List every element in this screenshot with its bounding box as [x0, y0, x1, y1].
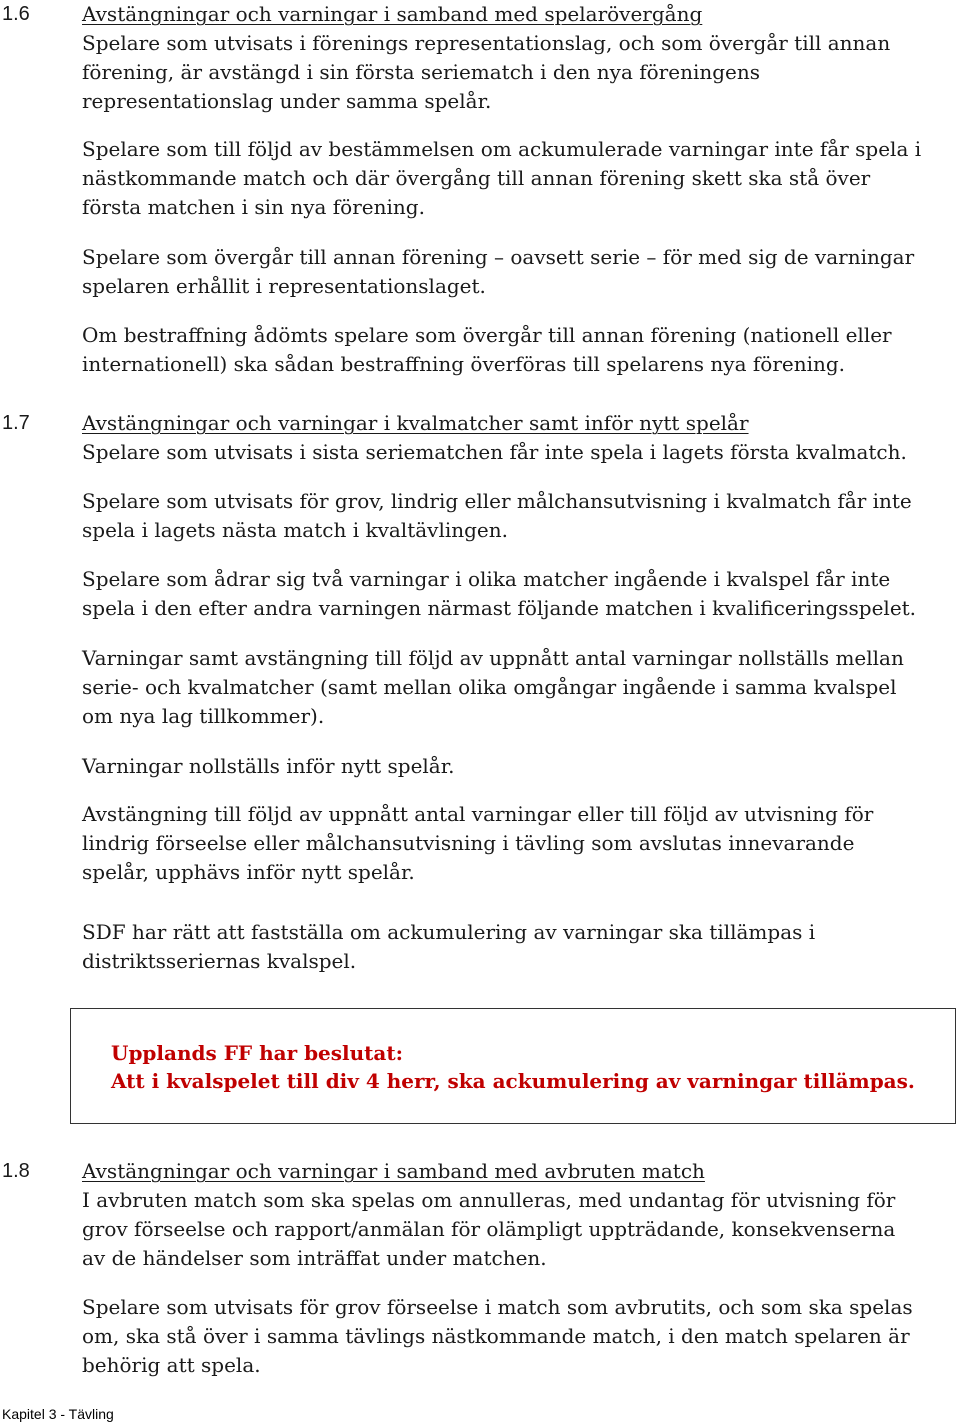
text-line: serie- och kvalmatcher (samt mellan olika omgångar ingående i samma kvalspel — [82, 675, 897, 700]
text-line: Spelare som övergår till annan förening – oavsett serie – för med sig de varningar — [82, 245, 915, 269]
text-line: spela i lagets nästa match i kvaltävlingen. — [82, 518, 509, 543]
text-line: lindrig förseelse eller målchansutvisning i tävling som avslutas innevarande — [82, 831, 855, 856]
text-line: Spelare som ådrar sig två varningar i olika matcher ingående i kvalspel får inte — [82, 567, 891, 591]
section-number: 1.6 — [2, 3, 30, 25]
text-line: spelaren erhållit i representationslaget. — [82, 274, 486, 299]
text-line: om nya lag tillkommer). — [82, 704, 325, 729]
text-line: internationell) ska sådan bestraffning överföras till spelarens nya förening. — [82, 352, 846, 377]
text-line: av de händelser som inträffat under matchen. — [82, 1246, 547, 1271]
paragraph — [82, 1293, 942, 1381]
text-line: Spelare som utvisats i förenings representationslag, och som övergår till annan — [82, 31, 891, 55]
text-line: Spelare som utvisats för grov, lindrig eller målchansutvisning i kvalmatch får inte — [82, 489, 912, 513]
text-line: Om bestraffning ådömts spelare som övergår till annan förening (nationell eller — [82, 323, 892, 347]
paragraph — [82, 135, 942, 223]
notice-box — [70, 1008, 956, 1124]
section-title: Avstängningar och varningar i kvalmatcher samt inför nytt spelår — [82, 411, 749, 435]
paragraph — [82, 438, 942, 467]
section-number: 1.8 — [2, 1160, 30, 1182]
text-line: spelår, upphävs inför nytt spelår. — [82, 860, 415, 885]
paragraph — [82, 29, 942, 117]
paragraph — [82, 918, 942, 976]
section-title: Avstängningar och varningar i samband med avbruten match — [82, 1159, 705, 1183]
text-line: behörig att spela. — [82, 1353, 261, 1378]
text-line: Varningar samt avstängning till följd av uppnått antal varningar nollställs mellan — [82, 646, 904, 670]
text-line: om, ska stå över i samma tävlings nästkommande match, i den match spelaren är — [82, 1324, 910, 1349]
paragraph — [82, 565, 942, 623]
paragraph — [82, 800, 942, 888]
paragraph — [82, 1186, 942, 1274]
section-title: Avstängningar och varningar i samband med spelarövergång — [82, 2, 703, 26]
text-line: representationslag under samma spelår. — [82, 89, 492, 114]
paragraph — [82, 487, 942, 545]
text-line: Spelare som utvisats i sista seriematchen får inte spela i lagets första kvalmatch. — [82, 440, 907, 464]
text-line: grov förseelse och rapport/anmälan för olämpligt uppträdande, konsekvenserna — [82, 1217, 896, 1242]
page-footer: Kapitel 3 - Tävling — [2, 1406, 114, 1422]
text-line: första matchen i sin nya förening. — [82, 195, 425, 220]
notice-text: Att i kvalspelet till div 4 herr, ska ackumulering av varningar tillämpas. — [111, 1069, 915, 1093]
text-line: SDF har rätt att fastställa om ackumulering av varningar ska tillämpas i — [82, 920, 816, 944]
text-line: distriktsseriernas kvalspel. — [82, 949, 357, 974]
paragraph — [82, 243, 942, 301]
text-line: Varningar nollställs inför nytt spelår. — [82, 754, 455, 778]
text-line: spela i den efter andra varningen närmast följande matchen i kvalificeringsspelet. — [82, 596, 917, 621]
paragraph — [82, 752, 942, 781]
paragraph — [82, 644, 942, 732]
text-line: Spelare som till följd av bestämmelsen om ackumulerade varningar inte får spela i — [82, 137, 922, 161]
text-line: I avbruten match som ska spelas om annulleras, med undantag för utvisning för — [82, 1188, 896, 1212]
section-number: 1.7 — [2, 412, 30, 434]
paragraph — [82, 321, 942, 379]
text-line: förening, är avstängd i sin första seriematch i den nya föreningens — [82, 60, 761, 85]
text-line: Avstängning till följd av uppnått antal varningar eller till följd av utvisning för — [82, 802, 874, 826]
notice-heading: Upplands FF har beslutat: — [111, 1041, 404, 1065]
text-line: Spelare som utvisats för grov förseelse i match som avbrutits, och som ska spelas — [82, 1295, 913, 1319]
text-line: nästkommande match och där övergång till annan förening skett ska stå över — [82, 166, 871, 191]
